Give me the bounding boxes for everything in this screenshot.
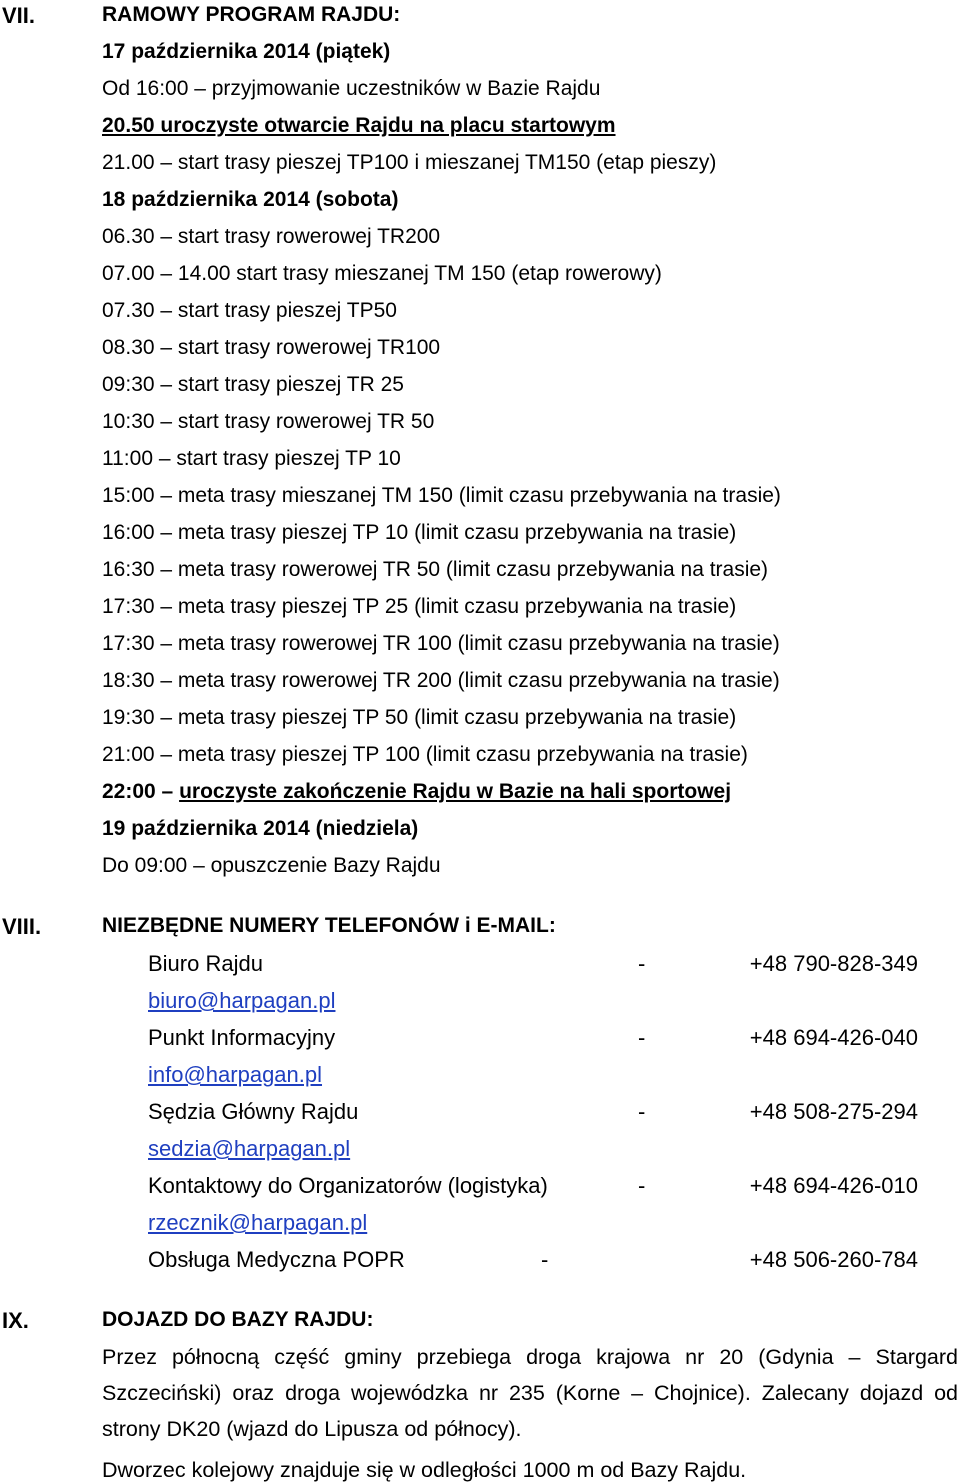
section-number: IX. [2,1308,29,1333]
contact-dash: - [638,951,646,976]
program-day-heading: 18 października 2014 (sobota) [102,188,399,211]
contact-email-link[interactable]: sedzia@harpagan.pl [148,1136,351,1161]
program-line: 19:30 – meta trasy pieszej TP 50 (limit czasu przebywania na trasie) [102,706,737,729]
contact-email-link[interactable]: biuro@harpagan.pl [148,988,336,1013]
contact-phone: +48 508-275-294 [749,1099,918,1124]
contact-phone: +48 694-426-040 [749,1025,918,1050]
railway-station-note: Dworzec kolejowy znajduje się w odległości 1000 m od Bazy Rajdu. [102,1458,747,1482]
program-line: 07.00 – 14.00 start trasy mieszanej TM 150 (etap rowerowy) [102,262,662,285]
program-line: 17:30 – meta trasy pieszej TP 25 (limit czasu przebywania na trasie) [102,595,737,618]
closing-text: uroczyste zakończenie Rajdu w Bazie na hali sportowej [179,780,732,803]
contact-phone: +48 790-828-349 [749,951,918,976]
contact-name: Sędzia Główny Rajdu [148,1099,359,1124]
program-line: 18:30 – meta trasy rowerowej TR 200 (limit czasu przebywania na trasie) [102,669,780,692]
program-line: 20.50 uroczyste otwarcie Rajdu na placu startowym [102,114,616,137]
program-line: 21.00 – start trasy pieszej TP100 i mieszanej TM150 (etap pieszy) [102,151,717,174]
program-day-heading: 19 października 2014 (niedziela) [102,817,419,840]
contact-name: Obsługa Medyczna POPR [148,1247,405,1272]
closing-time: 22:00 – [102,780,174,803]
program-line: 10:30 – start trasy rowerowej TR 50 [102,410,435,433]
program-line: 15:00 – meta trasy mieszanej TM 150 (limit czasu przebywania na trasie) [102,484,781,507]
contact-dash: - [541,1247,549,1272]
program-line: 07.30 – start trasy pieszej TP50 [102,299,397,322]
contact-dash: - [638,1025,646,1050]
program-line: Do 09:00 – opuszczenie Bazy Rajdu [102,854,441,877]
contact-phone: +48 694-426-010 [749,1173,918,1198]
contact-dash: - [638,1099,646,1124]
contact-name: Biuro Rajdu [148,951,263,976]
program-line: 06.30 – start trasy rowerowej TR200 [102,225,441,248]
section-number: VIII. [2,914,42,939]
section-title: NIEZBĘDNE NUMERY TELEFONÓW i E-MAIL: [102,914,556,937]
closing-ceremony-line [102,779,731,805]
section-title: RAMOWY PROGRAM RAJDU: [102,3,401,26]
program-day-heading: 17 października 2014 (piątek) [102,40,391,63]
program-line: 17:30 – meta trasy rowerowej TR 100 (limit czasu przebywania na trasie) [102,632,780,655]
contact-name: Kontaktowy do Organizatorów (logistyka) [148,1173,548,1198]
program-line: Od 16:00 – przyjmowanie uczestników w Bazie Rajdu [102,77,601,100]
contact-email-link[interactable]: rzecznik@harpagan.pl [148,1210,368,1235]
section-number: VII. [2,3,36,28]
program-line: 21:00 – meta trasy pieszej TP 100 (limit czasu przebywania na trasie) [102,743,748,766]
program-line: 11:00 – start trasy pieszej TP 10 [102,447,401,470]
program-line: 08.30 – start trasy rowerowej TR100 [102,336,441,359]
program-line: 16:00 – meta trasy pieszej TP 10 (limit czasu przebywania na trasie) [102,521,737,544]
program-line: 16:30 – meta trasy rowerowej TR 50 (limit czasu przebywania na trasie) [102,558,769,581]
program-line: 09:30 – start trasy pieszej TR 25 [102,373,404,396]
contact-phone: +48 506-260-784 [749,1247,918,1272]
section-title: DOJAZD DO BAZY RAJDU: [102,1308,374,1331]
contact-dash: - [638,1173,646,1198]
contact-email-link[interactable]: info@harpagan.pl [148,1062,323,1087]
contact-name: Punkt Informacyjny [148,1025,336,1050]
directions-paragraph: Przez północną część gminy przebiega droga krajowa nr 20 (Gdynia – Stargard Szczeciński) oraz droga wojewódzka nr 235 (Korne – Chojnice). Zalecany dojazd od strony DK20 (wjazd do Lipusza od północy). [102,1345,958,1441]
